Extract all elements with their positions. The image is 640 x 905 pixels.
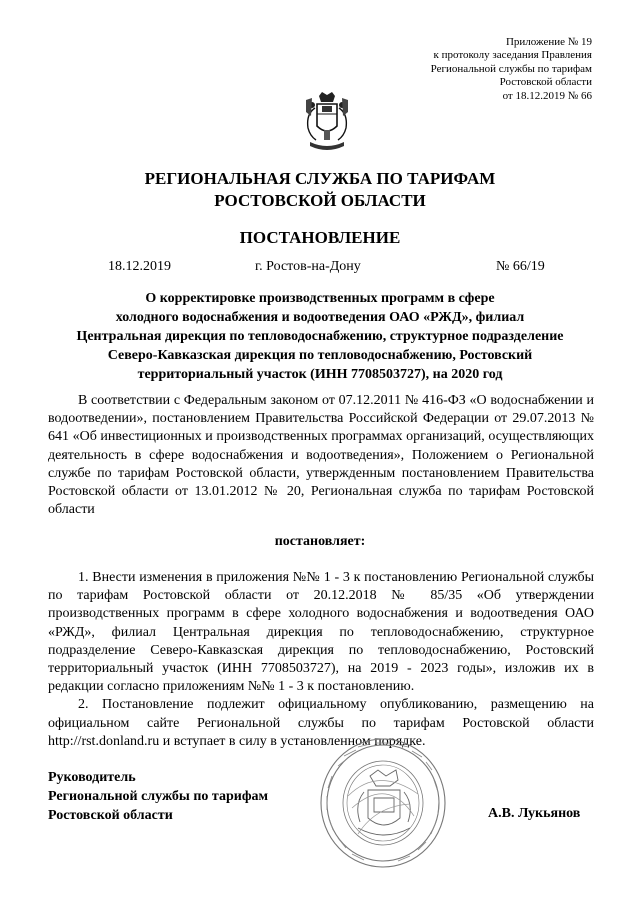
signer-name: А.В. Лукьянов [488,806,581,821]
subject-line: холодного водоснабжения и водоотведения ОАО «РЖД», филиал [115,310,525,325]
appendix-line: Региональной службы по тарифам [430,62,592,75]
subject-line: территориальный участок (ИНН 7708503727), на 2020 год [137,367,503,382]
signer-title-line: Ростовской области [48,808,173,823]
appendix-line: от 18.12.2019 № 66 [502,89,592,102]
appendix-line: Приложение № 19 [505,36,592,48]
document-date: 18.12.2019 [108,259,171,274]
document-city: г. Ростов-на-Дону [255,259,361,274]
official-seal-stamp [318,736,448,870]
subject-line: Северо-Кавказская дирекция по тепловодоснабжению, Ростовский [107,348,533,363]
appendix-line: к протоколу заседания Правления [433,49,592,62]
appendix-line: Ростовской области [499,76,592,89]
document-subject [40,289,600,384]
signer-title [48,768,268,825]
resolution-item-1: 1. Внести изменения в приложения №№ 1 - 3 к постановлению Региональной службы по тарифам Ростовской области от 20.12.2018 № 85/35 «Об утверждении производственных программ в сфере холодного водоснабжения и водоотведения ОАО «РЖД», филиал Центральная дирекция по тепловодоснабжению, структурное подразделение Северо-Кавказская дирекция по тепловодоснабжению, Ростовский территориальный участок (ИНН 7708503727), на 2019 - 2023 годы», изложив их в редакции согласно приложениям №№ 1 - 3 к постановлению. [48,570,594,695]
signer-title-line: Руководитель [48,770,136,785]
subject-line: Центральная дирекция по тепловодоснабжению, структурное подразделение [76,329,564,344]
decree-heading: постановляет: [274,534,366,549]
preamble-section [48,392,594,519]
resolution-item-2: 2. Постановление подлежит официальному опубликованию, размещению на официальном сайте Региональной службы по тарифам Ростовской области http://rst.donland.ru и вступает в силу в установленном порядке. [48,697,594,749]
coat-of-arms-emblem [300,92,354,154]
organization-title [0,168,640,212]
organization-title-line: РЕГИОНАЛЬНАЯ СЛУЖБА ПО ТАРИФАМ [144,169,496,188]
resolution-items [48,569,594,751]
organization-title-line: РОСТОВСКОЙ ОБЛАСТИ [214,191,426,210]
signer-title-line: Региональной службы по тарифам [48,789,269,804]
document-type: ПОСТАНОВЛЕНИЕ [239,228,401,247]
document-number: № 66/19 [496,259,545,274]
subject-line: О корректировке производственных программ в сфере [145,291,495,306]
appendix-note [431,36,592,103]
preamble-paragraph: В соответствии с Федеральным законом от 07.12.2011 № 416-ФЗ «О водоснабжении и водоотведении», постановлением Правительства Российской Федерации от 29.07.2013 № 641 «Об инвестиционных и производственных программах организаций, осуществляющих деятельность в сфере водоснабжения и водоотведения», Положением о Региональной службе по тарифам Ростовской области, утвержденным постановлением Правительства Ростовской области от 13.01.2012 № 20, Региональная служба по тарифам Ростовской области [48,393,594,518]
